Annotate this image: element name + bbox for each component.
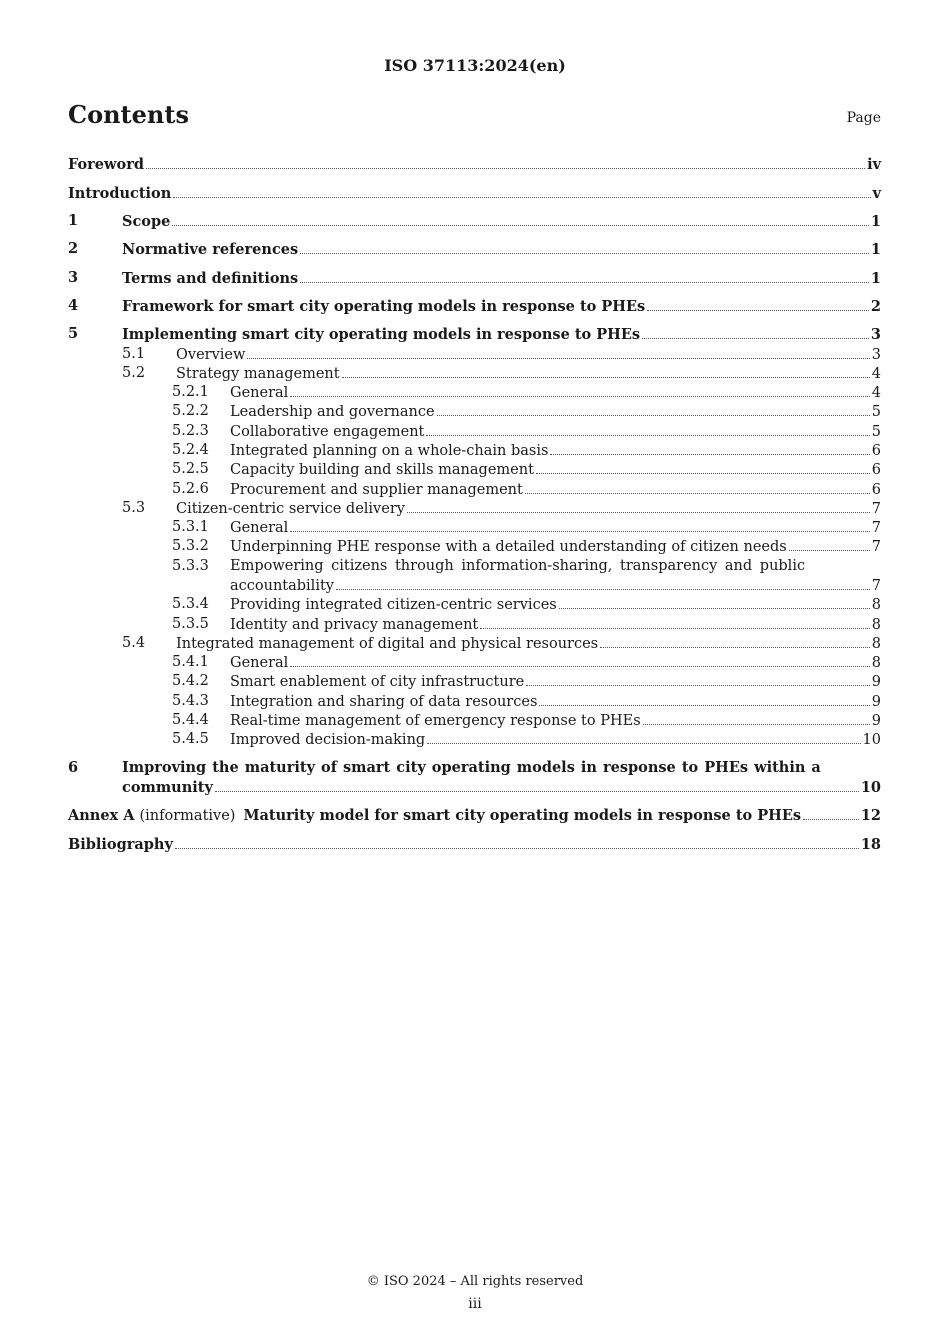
toc-entry-page: 9 [871,694,881,710]
toc-entry-title: Introduction [68,185,172,202]
toc-entry-title: General [230,655,289,671]
toc-entry-5-1[interactable] [68,344,881,364]
toc-entry-number: 5.2.6 [172,481,209,497]
toc-entry-page: 7 [871,539,881,555]
toc-entry-number: 5 [68,325,79,342]
toc-entry-page: 7 [871,501,881,517]
toc-entry-number: 5.3.5 [172,616,209,632]
toc-entry-number: 5.2.2 [172,403,209,419]
toc-entry-title: Maturity model for smart city operating models in response to PHEs [243,807,802,824]
toc-entry-5-2[interactable] [68,363,881,383]
toc-entry-page: 6 [871,443,881,459]
toc-entry-number: 5.1 [122,346,146,362]
toc-entry-page: 4 [871,366,881,382]
toc-entry-title: Overview [176,347,246,363]
page-number: iii [468,1296,482,1312]
toc-entry-5-2-1[interactable] [68,382,881,402]
toc-entry-5-3-1[interactable] [68,517,881,537]
toc-entry-title: Foreword [68,156,144,173]
toc-entry-5-3-3[interactable] [68,575,881,595]
annex-label: Annex A [68,807,135,824]
toc-entry-5-4-2[interactable] [68,671,881,691]
toc-entry-foreword[interactable] [68,154,881,174]
toc-entry-page: 4 [871,385,881,401]
toc-entry-annex-a[interactable] [68,805,881,825]
toc-entry-page: 7 [871,520,881,536]
toc-entry-title-line1: Improving the maturity of smart city operating models in response to PHEs within a [122,759,821,776]
toc-entry-page: 5 [871,424,881,440]
toc-entry-title-line1: Empowering citizens through information-sharing, transparency and public [230,558,806,574]
toc-entry-number: 5.2.1 [172,384,209,400]
toc-entry-title: Improved decision-making [230,732,426,748]
toc-entry-page: 6 [871,482,881,498]
toc-entry-page: 8 [871,655,881,671]
toc-entry-5-4-3[interactable] [68,691,881,711]
toc-entry-number: 5.4.4 [172,712,209,728]
toc-entry-number: 5.4.5 [172,731,209,747]
toc-entry-implementing[interactable] [68,324,881,344]
toc-entry-page: 1 [870,213,881,230]
toc-entry-title: Normative references [122,241,299,258]
toc-entry-5-3[interactable] [68,498,881,518]
toc-entry-5-3-5[interactable] [68,614,881,634]
toc-entry-title: Identity and privacy management [230,617,479,633]
toc-entry-title: General [230,385,289,401]
toc-entry-number: 4 [68,297,79,314]
toc-entry-number: 5.3.1 [172,519,209,535]
toc-entry-page: 3 [870,326,881,343]
copyright-notice: © ISO 2024 – All rights reserved [366,1274,584,1289]
toc-entry-number: 5.3.2 [172,538,209,554]
toc-entry-number: 5.3.3 [172,558,209,574]
toc-entry-number: 1 [68,212,79,229]
toc-entry-title: Collaborative engagement [230,424,425,440]
toc-entry-5-2-3[interactable] [68,421,881,441]
toc-entry-page: 10 [862,732,881,748]
toc-entry-page: 8 [871,617,881,633]
annex-informative-tag: (informative) [139,808,236,824]
toc-entry-title: Scope [122,213,171,230]
toc-entry-scope[interactable] [68,211,881,231]
toc-entry-page: 8 [871,597,881,613]
toc-entry-number: 6 [68,759,79,776]
toc-entry-title-line2: accountability [230,578,334,594]
toc-entry-5-4[interactable] [68,633,881,653]
toc-entry-5-2-2[interactable] [68,401,881,421]
toc-entry-normative-references[interactable] [68,239,881,259]
toc-entry-page: 1 [870,270,881,287]
toc-entry-framework[interactable] [68,296,881,316]
toc-entry-5-4-5[interactable] [68,729,881,749]
toc-entry-page: iv [867,156,881,173]
toc-entry-page: 2 [870,298,881,315]
toc-entry-number: 5.2.5 [172,461,209,477]
toc-entry-title: Strategy management [176,366,340,382]
toc-entry-page: 18 [860,836,881,853]
toc-entry-title: Underpinning PHE response with a detailed understanding of citizen needs [230,539,787,555]
toc-entry-page: 6 [871,462,881,478]
toc-entry-number: 5.2 [122,365,146,381]
toc-entry-5-4-1[interactable] [68,652,881,672]
toc-entry-number: 5.3.4 [172,596,209,612]
page-column-label: Page [846,110,881,126]
toc-entry-number: 2 [68,240,79,257]
toc-entry-title-line2: community [122,779,213,796]
toc-entry-title: Citizen-centric service delivery [176,501,405,517]
toc-entry-terms-definitions[interactable] [68,268,881,288]
toc-entry-5-2-5[interactable] [68,459,881,479]
toc-entry-number: 5.3 [122,500,146,516]
toc-entry-page: 1 [870,241,881,258]
toc-entry-title: Integrated planning on a whole-chain basis [230,443,549,459]
document-id: ISO 37113:2024(en) [384,56,566,75]
toc-entry-improving-maturity[interactable] [68,777,881,797]
page-title: Contents [68,100,189,129]
toc-entry-title: General [230,520,289,536]
toc-entry-page: v [872,185,881,202]
toc-entry-title: Capacity building and skills management [230,462,534,478]
toc-entry-page: 7 [871,578,881,594]
toc-entry-page: 8 [871,636,881,652]
toc-entry-page: 12 [860,807,881,824]
toc-entry-title: Real-time management of emergency response to PHEs [230,713,641,729]
toc-entry-bibliography[interactable] [68,834,881,854]
toc-entry-title: Integrated management of digital and physical resources [176,636,599,652]
toc-entry-number: 5.4 [122,635,146,651]
toc-entry-title: Procurement and supplier management [230,482,523,498]
toc-entry-page: 3 [871,347,881,363]
toc-entry-title: Smart enablement of city infrastructure [230,674,525,690]
toc-entry-5-2-6[interactable] [68,479,881,499]
toc-entry-title: Terms and definitions [122,270,299,287]
toc-entry-page: 5 [871,404,881,420]
toc-entry-number: 5.2.4 [172,442,209,458]
toc-entry-number: 3 [68,269,79,286]
toc-entry-number: 5.4.3 [172,693,209,709]
toc-entry-title: Implementing smart city operating models in response to PHEs [122,326,641,343]
toc-entry-5-3-2[interactable] [68,536,881,556]
toc-entry-page: 10 [860,779,881,796]
toc-entry-number: 5.4.1 [172,654,209,670]
toc-entry-number: 5.4.2 [172,673,209,689]
toc-entry-5-2-4[interactable] [68,440,881,460]
toc-entry-title: Framework for smart city operating models in response to PHEs [122,298,646,315]
toc-entry-title: Integration and sharing of data resources [230,694,538,710]
toc-entry-5-4-4[interactable] [68,710,881,730]
toc-entry-number: 5.2.3 [172,423,209,439]
toc-entry-title: Bibliography [68,836,173,853]
toc-entry-title: Leadership and governance [230,404,435,420]
toc-entry-title: Providing integrated citizen-centric services [230,597,557,613]
toc-entry-introduction[interactable] [68,183,881,203]
toc-entry-page: 9 [871,713,881,729]
toc-entry-page: 9 [871,674,881,690]
toc-entry-5-3-4[interactable] [68,594,881,614]
